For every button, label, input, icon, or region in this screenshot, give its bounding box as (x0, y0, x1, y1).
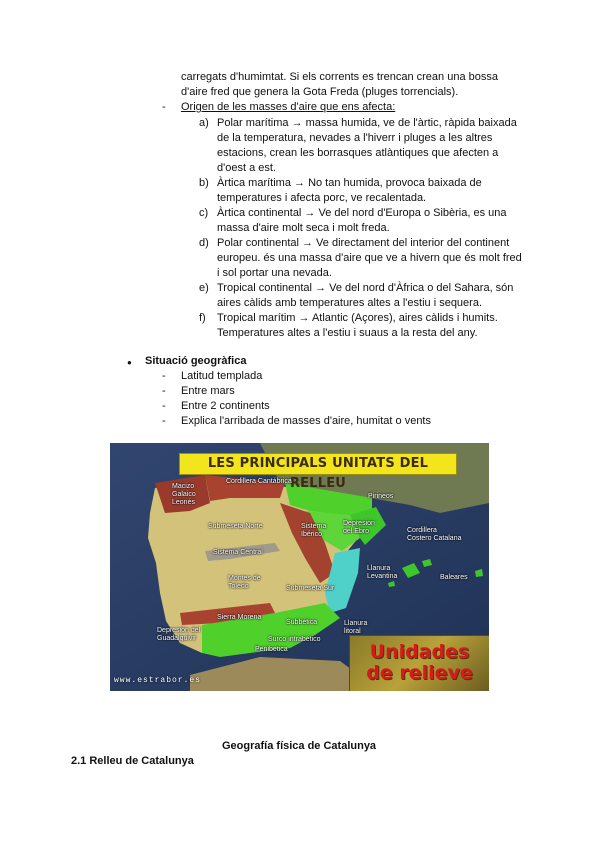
origin-item-a-line: estacions, crean les borrasques atlàntiques que afecten a (217, 147, 499, 159)
map-label-depresion-guadalquivir: Depresión del Guadalquivir (157, 627, 201, 642)
section-heading: 2.1 Relleu de Catalunya (71, 755, 194, 767)
map-label-sierra-morena: Sierra Morena (217, 614, 262, 621)
map-label-submeseta-norte: Submeseta Norte (208, 523, 263, 530)
situation-item: Entre 2 continents (181, 400, 270, 412)
map-label-penibetica: Penibética (255, 646, 288, 653)
map-label-cordillera-cantabrica: Cordillera Cantábrica (226, 478, 292, 485)
origin-item-b-marker: b) (199, 177, 209, 189)
origin-item-c-marker: c) (199, 207, 209, 219)
relief-map-image (110, 443, 489, 691)
map-label-llanura-levantina: Llanura Levantina (367, 565, 398, 580)
origin-item-e-line: Tropical continental → Ve del nord d'Àfrica o del Sahara, són (217, 282, 514, 294)
situation-dash: - (162, 370, 166, 382)
situation-item: Entre mars (181, 385, 235, 397)
origin-item-d-line: europeu. és una massa d'aire que ve a hivern que és molt fred (217, 252, 522, 264)
origin-item-d-line: Polar continental → Ve directament del interior del continent (217, 237, 510, 249)
section-title: Geografía física de Catalunya (222, 740, 377, 752)
map-website: www.estrabor.es (114, 676, 202, 685)
map-logo (349, 635, 489, 691)
origin-item-f-marker: f) (199, 312, 206, 324)
map-label-subbetica: Subbética (286, 619, 318, 626)
map-label-sistema-iberico: Sistema Ibérico (301, 523, 327, 538)
map-label-surco-intrabetico: Surco intrabético (268, 636, 321, 643)
origin-item-c-line: massa d'aire molt seca i molt freda. (217, 222, 390, 234)
intro-line-2: d'aire fred que genera la Gota Freda (pluges torrencials). (181, 86, 459, 98)
origin-heading: Origen de les masses d'aire que ens afecta: (181, 101, 396, 113)
map-label-cordillera-costero-catalana: Cordillera Costero Catalana (407, 527, 462, 542)
map-title: LES PRINCIPALS UNITATS DEL RELLEU (179, 453, 457, 475)
origin-item-a-line: de la temperatura, nevades a l'hiverr i pluges a les altres (217, 132, 493, 144)
map-label-depresion-ebro: Depresión del Ebro (343, 520, 375, 535)
origin-item-a-marker: a) (199, 117, 209, 129)
map-label-macizo-galaico: Macizo Galaico Leonés (172, 483, 196, 506)
origin-item-c-line: Àrtica continental → Ve del nord d'Europa o Sibèria, es una (217, 207, 507, 219)
bullet-icon: ● (127, 358, 132, 367)
situation-dash: - (162, 415, 166, 427)
map-label-montes-toledo: Montes de Toledo (228, 575, 261, 590)
origin-item-f-line: Temperatures altes a l'estiu i suaus a la resta del any. (217, 327, 478, 339)
origin-item-a-line: d'oest a est. (217, 162, 276, 174)
map-logo-line-2: de relieve (366, 662, 473, 684)
map-label-pirineos: Pirineos (368, 493, 394, 500)
origin-item-f-line: Tropical marítim → Atlantic (Açores), aires càlids i humits. (217, 312, 498, 324)
map-label-sistema-central: Sistema Central (213, 549, 263, 556)
origin-dash: - (162, 101, 166, 113)
origin-item-d-line: i sol portar una nevada. (217, 267, 332, 279)
origin-item-d-marker: d) (199, 237, 209, 249)
origin-item-b-line: temperatures i afecta porc, ve recalentada. (217, 192, 427, 204)
origin-item-e-marker: e) (199, 282, 209, 294)
map-logo-line-1: Unidades (369, 641, 470, 663)
map-label-baleares: Baleares (440, 574, 468, 581)
situation-item: Latitud templada (181, 370, 263, 382)
origin-item-a-line: Polar marítima → massa humida, ve de l'àrtic, ràpida baixada (217, 117, 517, 129)
map-label-submeseta-sur: Submeseta Sur (286, 585, 335, 592)
origin-item-b-line: Àrtica marítima → No tan humida, provoca baixada de (217, 177, 482, 189)
situation-heading: Situació geogràfica (145, 355, 247, 367)
map-label-llanura-litoral: Llanura litoral (344, 620, 368, 635)
situation-item: Explica l'arribada de masses d'aire, humitat o vents (181, 415, 431, 427)
situation-dash: - (162, 400, 166, 412)
origin-item-e-line: aires càlids amb temperatures altes a l'estiu i sequera. (217, 297, 483, 309)
intro-line-1: carregats d'humimtat. Si els corrents es trencan crean una bossa (181, 71, 498, 83)
situation-dash: - (162, 385, 166, 397)
